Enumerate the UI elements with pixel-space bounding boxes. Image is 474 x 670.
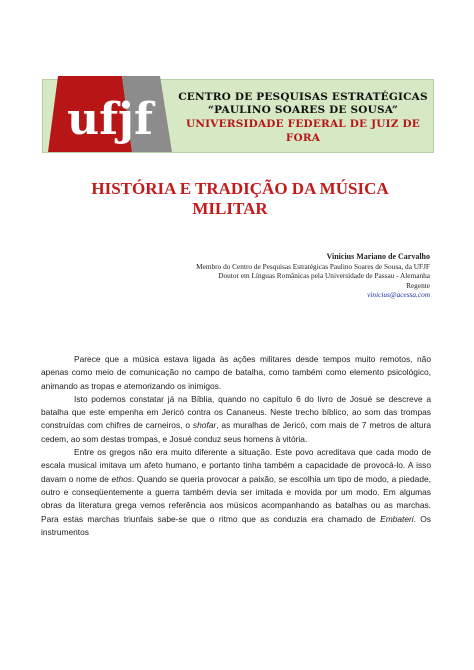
- term-embateri: Embateri: [380, 513, 414, 524]
- article-body: [41, 353, 431, 539]
- author-affiliation-2: Doutor em Línguas Românicas pela Universidade de Passau - Alemanha: [218, 271, 430, 281]
- center-subtitle: “PAULINO SOARES DE SOUSA”: [207, 104, 399, 116]
- paragraph-2-text-b: , as muralhas de Jericó, com mais de 7 metros de altura cedem, ao som destas trompas, e Josué conduz seus homens à vitória.: [41, 420, 431, 444]
- paragraph-2-text-a: Isto podemos constatar já na Bíblia, quando no capítulo 6 do livro de Josué se descreve a batalha que este empenha em Jericó contra os Cananeus. Neste trecho bíblico, ao som das trompas construídas com chifres de carneiros, o: [41, 393, 431, 431]
- paragraph-3: [41, 446, 431, 539]
- paragraph-3-text-c: . Os instrumentos: [41, 513, 431, 537]
- paragraph-1: Parece que a música estava ligada às ações militares desde tempos muito remotos, não apenas como meio de comunicação no campo de batalha, como também como elemento psicológico, animando as tropas e atemorizando os inimigos.: [41, 354, 431, 391]
- author-name: Vinicius Mariano de Carvalho: [326, 252, 430, 261]
- title-line-1: HISTÓRIA E TRADIÇÃO DA MÚSICA: [91, 179, 389, 198]
- term-shofar: shofar: [192, 420, 217, 431]
- author-affiliation-1: Membro do Centro de Pesquisas Estratégicas Paulino Soares de Sousa, da UFJF: [196, 261, 430, 271]
- ufjf-logo: [48, 72, 172, 154]
- term-ethos: ethos: [111, 473, 132, 484]
- author-role: Regente: [406, 280, 430, 290]
- center-name: CENTRO DE PESQUISAS ESTRATÉGICAS: [178, 91, 428, 103]
- paragraph-3-text-b: . Quando se queria provocar a paixão, se escolhia um tipo de modo, a piedade, outro e conseqüentemente a guerra também devia ser imitada e movida por um modo. Em algumas obras da literatura grega vemos referência aos músicos acompanhando as batalhas ou as marchas. Para estas marchas triunfais sabe-se que o ritmo que as conduzia era chamado de: [41, 473, 431, 524]
- paragraph-3-text-a: Entre os gregos não era muito diferente a situação. Este povo acreditava que cada modo de escala musical imitava um afeto humano, e portanto tinha também a capacidade de provocá-lo. A isso davam o nome de: [41, 447, 431, 484]
- logo-text: ufjf: [67, 94, 153, 145]
- author-block: [140, 252, 430, 300]
- author-email-link[interactable]: vinicius@acessa.com: [367, 290, 430, 300]
- banner-text: [175, 91, 431, 145]
- paragraph-2: [41, 393, 431, 446]
- document-title: [40, 179, 440, 219]
- title-line-2: MILITAR: [192, 199, 268, 218]
- university-name: UNIVERSIDADE FEDERAL DE JUIZ DE FORA: [186, 118, 420, 144]
